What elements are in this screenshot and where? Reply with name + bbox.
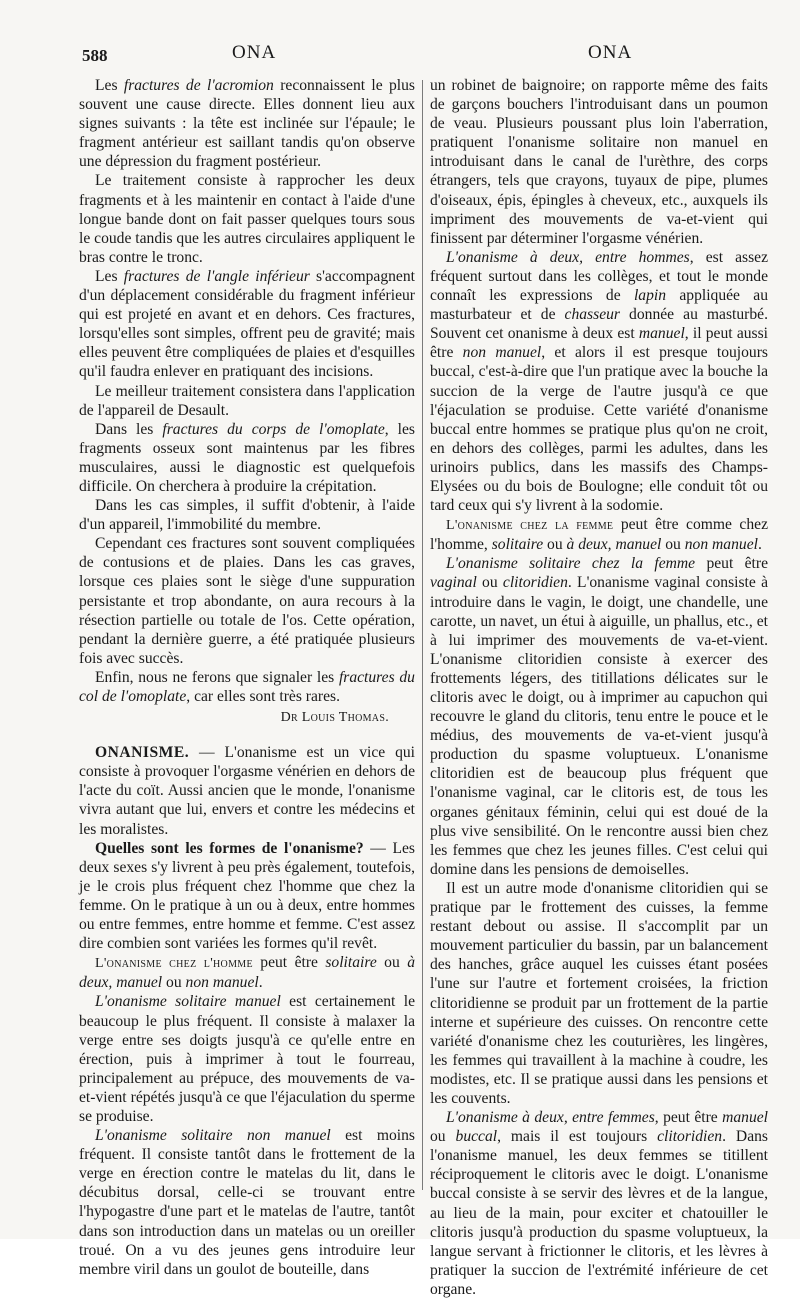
paragraph-formes: [79, 839, 415, 954]
text-run: s'accompagnent d'un déplacement considérable du fragment inférieur qui est projeté en avant et en dehors. Ces fractures, lorsqu'elles sont simples, offrent peu de gravité; mais elles peuvent être compliquées de plaies et d'esquilles qu'il faudra enlever en pratiquant des incisions.: [79, 267, 415, 381]
left-column: [79, 76, 415, 1279]
paragraph-solitaire-femme: [430, 554, 768, 879]
text-run: ou: [376, 954, 408, 972]
text-run: , les fragments osseux sont maintenus par les fibres musculaires, aussi le diagnostic est quelquefois difficile. On cherchera à produire la crépitation.: [79, 420, 415, 495]
text-run: , peut être: [654, 1109, 723, 1127]
paragraph-chez-homme: [79, 953, 415, 992]
text-run: , mais il est toujours: [497, 1128, 658, 1146]
small-caps-term: L'onanisme chez l'homme: [95, 956, 253, 972]
italic-term: fractures de l'angle inférieur: [123, 267, 310, 285]
paragraph-angle-inferieur: [79, 267, 415, 382]
italic-term: L'onanisme à deux, entre femmes: [446, 1109, 655, 1127]
italic-term: fractures de l'acromion: [123, 77, 274, 94]
italic-term: clitoridien: [657, 1128, 723, 1146]
text-run: peut être comme chez l'homme,: [430, 516, 768, 554]
paragraph-deux-hommes: [430, 248, 768, 515]
paragraph-complications: Cependant ces fractures sont souvent compliquées de contusions et de plaies. Dans les cas graves, lorsque ces plaies sont le siège d'une suppuration persistante et trop abondante, on aura recours à la résection partielle ou totale de l'os. Cette opération, pendant la dernière guerre, a été pratiquée plusieurs fois avec succès.: [79, 535, 415, 667]
text-run: reconnaissent le plus souvent une cause directe. Elles donnent lieu aux signes suivants : la tête est inclinée sur l'épaule; le fragment antérieur est saillant tandis qu'on observe une dépression du fragment postérieur.: [79, 77, 415, 171]
paragraph-acromion: [79, 76, 415, 171]
text-run: ou: [476, 574, 503, 592]
italic-term: non manuel: [462, 344, 542, 362]
text-run: . Dans l'onanisme manuel, les deux femmes se titillent réciproquement le clitoris avec le doigt. L'onanisme buccal consiste à se servir des lèvres et de la langue, au lieu de la main, pour exciter et chatouiller le clitoris jusqu'à production du spasme voluptueux, la langue servant à frictionner le clitoris, et les lèvres à pratiquer la succion de l'extrémité inférieure de cet organe.: [430, 1128, 768, 1298]
italic-term: solitaire: [491, 536, 544, 554]
paragraph-solitaire-non-manuel: [79, 1126, 415, 1279]
author-signature: Dr Louis Thomas.: [280, 710, 389, 726]
italic-term: à deux, manuel: [79, 954, 415, 992]
paragraph-continuation: un robinet de baignoire; on rapporte même des faits de garçons bouchers l'introduisant dans un poumon de veau. Plusieurs poussant plus loin l'aberration, pratiquent l'onanisme solitaire non manuel en introduisant dans le canal de l'urèthre, des corps étrangers, tels que crayons, tuyaux de pipe, plumes d'oiseaux, épis, épingles à cheveux, etc., auxquels ils impriment des mouvements de va-et-vient qui finissent par déterminer l'orgasme vénérien.: [430, 77, 768, 247]
italic-term: buccal: [455, 1128, 498, 1146]
page-number: 588: [82, 46, 108, 65]
paragraph-corps-omoplate: [79, 420, 415, 496]
entry-onanisme: [79, 743, 415, 838]
text-run: Enfin, nous ne ferons que signaler les: [95, 668, 339, 686]
text-run: Dans les: [95, 420, 163, 438]
text-run: est moins fréquent. Il consiste tantôt dans le frottement de la verge en érection contre le matelas du lit, dans le décubitus dorsal, celle-ci se trouvant entre l'hypogastre d'une part et le matelas de l'autre, tantôt dans son introduction dans un matelas ou un oreiller troué. On a vu des jeunes gens introduire leur membre viril dans un goulot de bouteille, dans: [79, 1127, 415, 1278]
italic-term: vaginal: [430, 574, 477, 592]
italic-term: solitaire: [325, 954, 377, 972]
italic-term: L'onanisme solitaire non manuel: [95, 1127, 331, 1145]
italic-term: L'onanisme solitaire manuel: [95, 993, 281, 1011]
text-run: appliquée au masturbateur et de: [430, 287, 768, 324]
small-caps-term: L'onanisme chez la femme: [446, 518, 614, 534]
text-run: Les: [95, 267, 124, 285]
text-run: donnée au masturbé. Souvent cet onanisme à deux est: [430, 306, 768, 343]
right-column: [430, 76, 768, 1299]
running-head-left: ONA: [232, 42, 277, 63]
text-run: peut être: [252, 954, 326, 972]
paragraph-deux-femmes: [430, 1108, 768, 1299]
entry-gap: [79, 727, 415, 743]
entry-headword: ONANISME.: [95, 744, 190, 762]
paragraph-solitaire-manuel: [79, 992, 415, 1126]
paragraph-cas-simples: Dans les cas simples, il suffit d'obtenir, à l'aide d'un appareil, l'immobilité du membre.: [79, 497, 415, 534]
text-run: — Les deux sexes s'y livrent à peu près également, toutefois, je le crois plus fréquent chez l'homme que chez la femme. On le pratique à un ou à deux, entre hommes ou entre femmes, entre homme et femme. C'est assez dire combien sont variées les formes qu'il revêt.: [79, 839, 415, 953]
italic-term: L'onanisme solitaire chez la femme: [446, 555, 696, 573]
column-divider: [422, 80, 423, 1190]
text-run: , et alors il est presque toujours buccal, c'est-à-dire que l'un pratique avec la bouche la succion de la verge de l'autre jusqu'à ce que l'éjaculation se produise. Cette variété d'onanisme buccal entre hommes se pratique plus qu'on ne croit, en dehors des collèges, parmi les adultes, dans les urinoirs publics, dans les massifs des Champs-Elysées ou du bois de Boulogne; elle conduit tôt ou tard ceux qui s'y livrent à la sodomie.: [430, 344, 768, 515]
text-run: , il peut aussi être: [430, 325, 769, 362]
paragraph-chez-femme: [430, 515, 768, 554]
page-header: [0, 40, 800, 70]
text-run: , car elles sont très rares.: [186, 688, 340, 705]
italic-term: L'onanisme à deux, entre hommes: [446, 248, 690, 266]
paragraph-desault: Le meilleur traitement consistera dans l'application de l'appareil de Desault.: [79, 382, 415, 419]
italic-term: non manuel: [684, 536, 758, 554]
italic-term: fractures du col de l'omoplate: [79, 668, 415, 705]
text-run: peut être: [695, 555, 768, 573]
text-run: ou: [543, 536, 567, 554]
italic-term: lapin: [633, 287, 667, 305]
italic-term: manuel: [722, 1109, 769, 1127]
text-run: .: [757, 536, 762, 554]
italic-term: clitoridien: [502, 574, 568, 592]
paragraph-frottement-cuisses: Il est un autre mode d'onanisme clitoridien qui se pratique par le frottement des cuisses, la femme restant debout ou assise. Il s'accomplit par un mouvement particulier du bassin, par un balancement des hanches, grâce auquel les cuisses étant posées l'une sur l'autre et fortement croisées, la friction clitoridienne se produit par un frottement de la partie interne et supérieure des cuisses. On rencontre cette variété d'onanisme chez les couturières, les lingères, les femmes qui travaillent à la machine à coudre, les modistes, etc. Il se pratique aussi dans les pensions et les couvents.: [430, 879, 768, 1107]
text-run: ou: [430, 1128, 456, 1146]
section-question: Quelles sont les formes de l'onanisme?: [95, 839, 364, 857]
italic-term: manuel: [638, 325, 685, 343]
text-run: ou: [162, 974, 186, 992]
text-run: — L'onanisme est un vice qui consiste à provoquer l'orgasme vénérien en dehors de l'acte du coït. Aussi ancien que le monde, l'onanisme vivra autant que lui, envers et contre les médecins et les moralistes.: [79, 744, 415, 838]
text-run: .: [258, 974, 263, 992]
italic-term: à deux, manuel: [566, 536, 662, 554]
text-run: Les: [95, 77, 124, 94]
paragraph-treatment: Le traitement consiste à rapprocher les deux fragments et à les maintenir en contact à l'aide d'une longue bande dont on fait passer quelques tours sous le coude tandis que les autres circulaires appliquent le bras contre le tronc.: [79, 172, 416, 266]
running-head-right: ONA: [588, 42, 633, 63]
paragraph-col-omoplate: [79, 668, 415, 706]
text-run: ou: [661, 536, 685, 554]
text-run: . L'onanisme vaginal consiste à introduire dans le vagin, le doigt, une chandelle, une carotte, un navet, un étui à aiguille, un phallus, etc., et à lui imprimer des mouvements de va-et-vient. L'onanisme clitoridien consiste à exercer des frottements légers, des titillations délicates sur le clitoris avec le doigt, ou à imprimer au capuchon qui recouvre le gland du clitoris, tenu entre le pouce et le médius, des mouvements de va-et-vient jusqu'à production du spasme voluptueux. L'onanisme clitoridien est de beaucoup plus fréquent que l'onanisme vaginal, car le clitoris est, de tous les organes génitaux féminin, celui qui est doué de la plus vive sensibilité. On le rencontre aussi bien chez les femmes que chez les jeunes filles. C'est celui qui domine dans les pensions de demoiselles.: [430, 574, 768, 878]
text-run: , est assez fréquent surtout dans les collèges, et tout le monde connaît les expressions de: [430, 248, 769, 305]
text-run: est certainement le beaucoup le plus fréquent. Il consiste à malaxer la verge entre ses doigts jusqu'à ce qu'elle entre en érection, puis à imprimer à tout le fourreau, principalement au prépuce, des mouvements de va-et-vient répétés jusqu'à ce que l'éjaculation du sperme se produise.: [79, 993, 415, 1125]
italic-term: fractures du corps de l'omoplate: [162, 420, 385, 438]
italic-term: non manuel: [185, 974, 259, 992]
italic-term: chasseur: [564, 306, 620, 324]
